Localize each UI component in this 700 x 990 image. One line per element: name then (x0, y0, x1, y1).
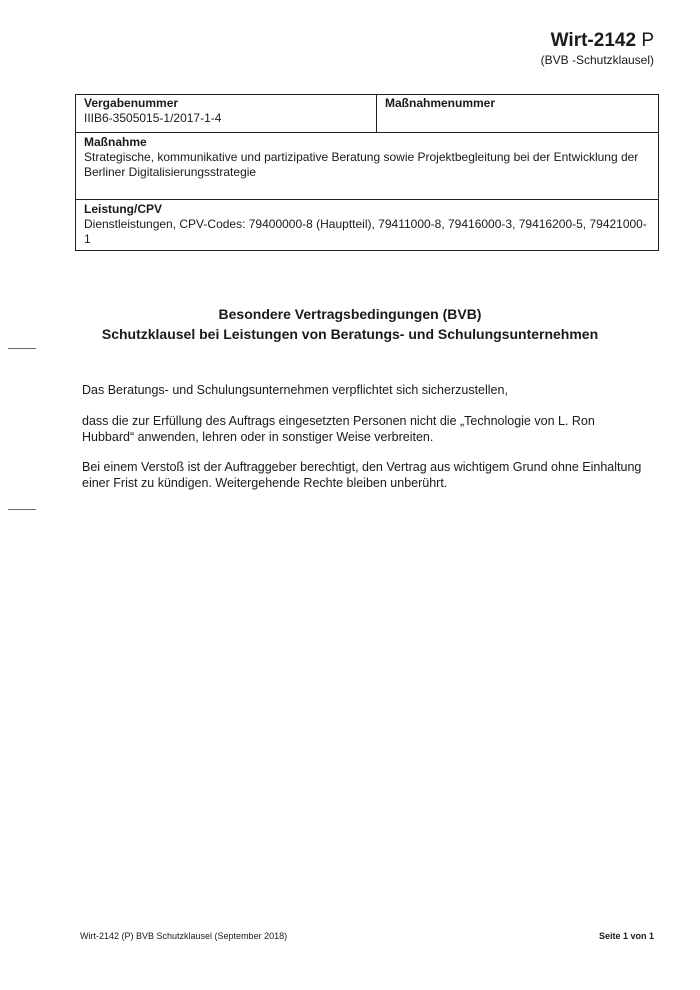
form-suffix: P (641, 30, 654, 51)
title-line-1: Besondere Vertragsbedingungen (BVB) (218, 306, 482, 322)
footer-page-number: Seite 1 von 1 (598, 931, 654, 941)
body-paragraph-2: dass die zur Erfüllung des Auftrags eingesetzten Personen nicht die „Technologie von L. Ron Hubbard“ anwenden, lehren oder in sonstiger Weise verbreiten. (82, 414, 595, 444)
info-box (75, 94, 659, 251)
punch-mark (8, 509, 36, 510)
body-paragraph-1: Das Beratungs- und Schulungsunternehmen verpflichtet sich sicherzustellen, (82, 383, 508, 397)
massnahme-row (76, 133, 658, 200)
massnahme-value: Strategische, kommunikative und partizipative Beratung sowie Projektbegleitung bei der Entwicklung der Berliner Digitalisierungsstrategie (84, 150, 639, 179)
massnahme-label: Maßnahme (84, 135, 147, 149)
massnahmenummer-cell (377, 95, 658, 132)
leistung-value: Dienstleistungen, CPV-Codes: 79400000-8 (Hauptteil), 79411000-8, 79416000-3, 79416200-5, 79421000-1 (84, 217, 647, 246)
body-paragraph-3: Bei einem Verstoß ist der Auftraggeber berechtigt, den Vertrag aus wichtigem Grund ohne Einhaltung einer Frist zu kündigen. Weitergehende Rechte bleiben unberührt. (82, 460, 642, 490)
leistung-label: Leistung/CPV (84, 202, 163, 216)
vergabenummer-label: Vergabenummer (84, 96, 179, 110)
punch-mark (8, 348, 36, 349)
title-line-2: Schutzklausel bei Leistungen von Beratungs- und Schulungsunternehmen (101, 326, 599, 342)
document-title (0, 304, 700, 344)
massnahmenummer-label: Maßnahmenummer (385, 96, 496, 110)
form-subtitle: (BVB -Schutzklausel) (540, 53, 654, 67)
form-id (551, 30, 654, 52)
form-code: Wirt-2142 (550, 30, 637, 51)
footer-document-id: Wirt-2142 (P) BVB Schutzklausel (September 2018) (80, 931, 288, 941)
leistung-row (76, 200, 658, 250)
vergabenummer-cell (76, 95, 377, 132)
info-row-numbers (76, 95, 658, 133)
vergabenummer-value: IIIB6-3505015-1/2017-1-4 (84, 111, 222, 125)
